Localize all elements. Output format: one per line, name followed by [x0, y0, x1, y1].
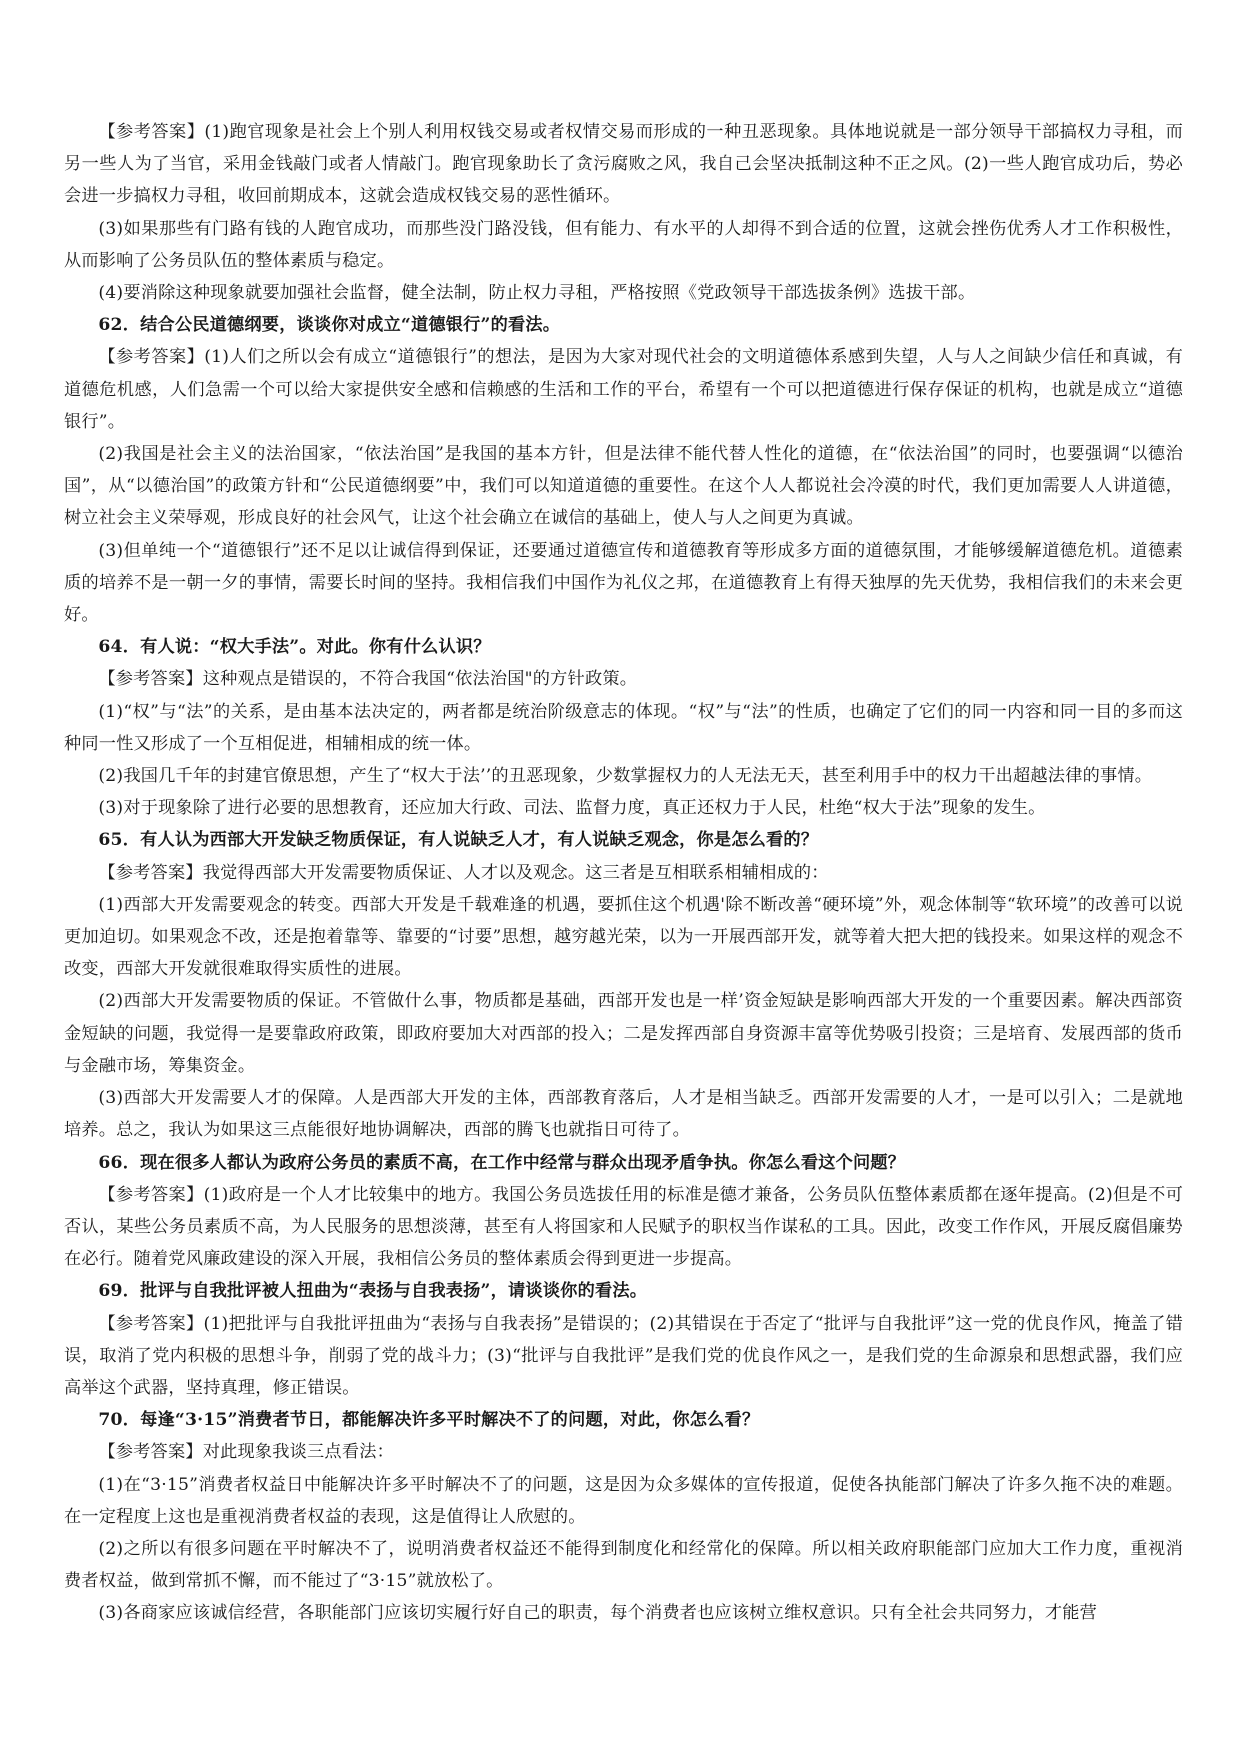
question-heading: 70．每逢“3·15”消费者节日，都能解决许多平时解决不了的问题，对此，你怎么看？	[98, 1410, 760, 1431]
answer-paragraph: (1)西部大开发需要观念的转变。西部大开发是千载难逢的机遇，要抓住这个机遇'除不断改善“硬环境”外，观念体制等“软环境”的改善可以说更加迫切。如果观念不改，还是抱着靠等、靠要的“讨要”思想，越穷越光荣，以为一开展西部开发，就等着大把大把的钱投来。如果这样的观念不改变，西部大开发就很难取得实质性的进展。	[64, 894, 1183, 980]
answer-paragraph: (2)我国几千年的封建官僚思想，产生了“权大于法’’的丑恶现象，少数掌握权力的人无法无天，甚至利用手中的权力干出超越法律的事情。	[98, 766, 1153, 787]
answer-paragraph: (1)在“3·15”消费者权益日中能解决许多平时解决不了的问题，这是因为众多媒体的宣传报道，促使各执能部门解决了许多久拖不决的难题。在一定程度上这也是重视消费者权益的表现，这是值得让人欣慰的。	[64, 1474, 1183, 1527]
question-heading: 66．现在很多人都认为政府公务员的素质不高，在工作中经常与群众出现矛盾争执。你怎么看这个问题？	[98, 1152, 906, 1173]
answer-paragraph: 【参考答案】我觉得西部大开发需要物质保证、人才以及观念。这三者是互相联系相辅相成的：	[98, 862, 829, 883]
answer-paragraph: (1)“权”与“法”的关系，是由基本法决定的，两者都是统治阶级意志的体现。“权”与“法”的性质，也确定了它们的同一内容和同一目的多而这种同一性又形成了一个互相促进，相辅相成的统一体。	[64, 701, 1183, 754]
answer-paragraph: (2)我国是社会主义的法治国家，“依法治国”是我国的基本方针，但是法律不能代替人性化的道德，在“依法治国”的同时，也要强调“以德治国”，从“以德治国”的政策方针和“公民道德纲要”中，我们可以知道道德的重要性。在这个人人都说社会冷漠的时代，我们更加需要人人讲道德，树立社会主义荣辱观，形成良好的社会风气，让这个社会确立在诚信的基础上，使人与人之间更为真诚。	[64, 444, 1183, 529]
answer-paragraph: (3)对于现象除了进行必要的思想教育，还应加大行政、司法、监督力度，真正还权力于人民，杜绝“权大于法”现象的发生。	[98, 798, 1046, 819]
answer-paragraph: (3)但单纯一个“道德银行”还不足以让诚信得到保证，还要通过道德宣传和道德教育等形成多方面的道德氛围，才能够缓解道德危机。道德素质的培养不是一朝一夕的事情，需要长时间的坚持。我相信我们中国作为礼仪之邦，在道德教育上有得天独厚的先天优势，我相信我们的未来会更好。	[64, 540, 1183, 626]
answer-paragraph: (3)如果那些有门路有钱的人跑官成功，而那些没门路没钱，但有能力、有水平的人却得不到合适的位置，这就会挫伤优秀人才工作积极性，从而影响了公务员队伍的整体素质与稳定。	[64, 218, 1183, 271]
answer-paragraph: (3)各商家应该诚信经营，各职能部门应该切实履行好自己的职责，每个消费者也应该树立维权意识。只有全社会共同努力，才能营	[98, 1603, 1098, 1624]
answer-paragraph: 【参考答案】(1)人们之所以会有成立“道德银行”的想法，是因为大家对现代社会的文明道德体系感到失望，人与人之间缺少信任和真诚，有道德危机感，人们急需一个可以给大家提供安全感和信赖感的生活和工作的平台，希望有一个可以把道德进行保存保证的机构，也就是成立“道德银行”。	[64, 347, 1183, 432]
answer-paragraph: (4)要消除这种现象就要加强社会监督，健全法制，防止权力寻租，严格按照《党政领导干部选拔条例》选拔干部。	[98, 283, 976, 304]
question-heading: 69．批评与自我批评被人扭曲为“表扬与自我表扬”，请谈谈你的看法。	[98, 1281, 648, 1302]
question-heading: 64．有人说：“权大手法”。对此。你有什么认识？	[98, 637, 491, 658]
answer-paragraph: 【参考答案】对此现象我谈三点看法：	[98, 1442, 394, 1463]
answer-paragraph: 【参考答案】(1)跑官现象是社会上个别人利用权钱交易或者权情交易而形成的一种丑恶现象。具体地说就是一部分领导干部搞权力寻租，而另一些人为了当官，采用金钱敲门或者人情敲门。跑官现象助长了贪污腐败之风，我自己会坚决抵制这种不正之风。(2)一些人跑官成功后，势必会进一步搞权力寻租，收回前期成本，这就会造成权钱交易的恶性循环。	[64, 122, 1183, 207]
answer-paragraph: (2)之所以有很多问题在平时解决不了，说明消费者权益还不能得到制度化和经常化的保障。所以相关政府职能部门应加大工作力度，重视消费者权益，做到常抓不懈，而不能过了“3·15”就放松了。	[64, 1538, 1183, 1592]
answer-paragraph: (3)西部大开发需要人才的保障。人是西部大开发的主体，西部教育落后，人才是相当缺乏。西部开发需要的人才，一是可以引入；二是就地培养。总之，我认为如果这三点能很好地协调解决，西部的腾飞也就指日可待了。	[64, 1088, 1183, 1141]
answer-paragraph: 【参考答案】这种观点是错误的，不符合我国“依法治国"的方针政策。	[98, 669, 638, 690]
answer-paragraph: 【参考答案】(1)政府是一个人才比较集中的地方。我国公务员选拔任用的标准是德才兼备，公务员队伍整体素质都在逐年提高。(2)但是不可否认，某些公务员素质不高，为人民服务的思想淡薄，甚至有人将国家和人民赋予的职权当作谋私的工具。因此，改变工作作风，开展反腐倡廉势在必行。随着党风廉政建设的深入开展，我相信公务员的整体素质会得到更进一步提高。	[64, 1184, 1183, 1270]
question-heading: 65．有人认为西部大开发缺乏物质保证，有人说缺乏人才，有人说缺乏观念，你是怎么看的？	[98, 830, 819, 851]
answer-paragraph: 【参考答案】(1)把批评与自我批评扭曲为“表扬与自我表扬”是错误的；(2)其错误在于否定了“批评与自我批评”这一党的优良作风，掩盖了错误，取消了党内积极的思想斗争，削弱了党的战斗力；(3)“批评与自我批评”是我们党的优良作风之一，是我们党的生命源泉和思想武器，我们应高举这个武器，坚持真理，修正错误。	[64, 1313, 1183, 1398]
answer-paragraph: (2)西部大开发需要物质的保证。不管做什么事，物质都是基础，西部开发也是一样’资金短缺是影响西部大开发的一个重要因素。解决西部资金短缺的问题，我觉得一是要靠政府政策，即政府要加大对西部的投入；二是发挥西部自身资源丰富等优势吸引投资；三是培育、发展西部的货币与金融市场，筹集资金。	[64, 991, 1183, 1076]
question-heading: 62．结合公民道德纲要，谈谈你对成立“道德银行”的看法。	[98, 315, 561, 336]
